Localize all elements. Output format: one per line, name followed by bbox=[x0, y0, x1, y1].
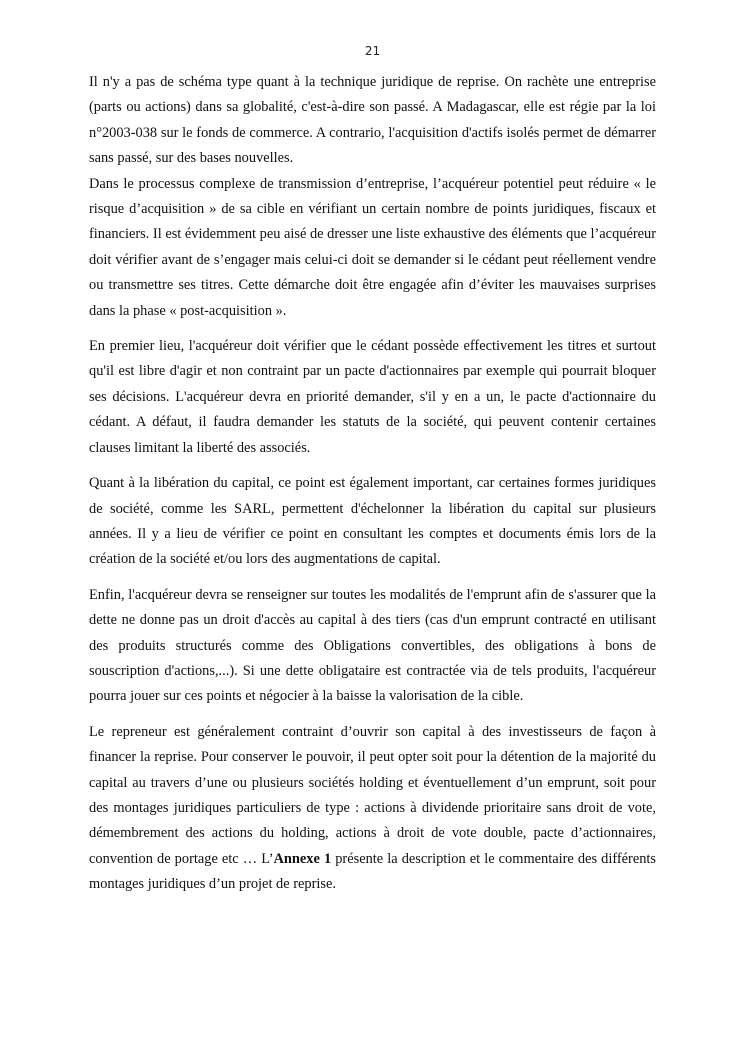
paragraph-processus-transmission: Dans le processus complexe de transmission d’entreprise, l’acquéreur potentiel peut réduire « le risque d’acquisition » de sa cible en vérifiant un certain nombre de points juridiques, fiscaux et financiers. Il est évidemment peu aisé de dresser une liste exhaustive des éléments que l’acquéreur doit vérifier avant de s’engager mais celui-ci doit se demander si le cédant peut réellement vendre ou transmettre ses titres. Cette démarche doit être engagée afin d’éviter les mauvaises surprises dans la phase « post-acquisition ». bbox=[89, 175, 657, 319]
paragraph-liberation-capital: Quant à la libération du capital, ce point est également important, car certaines formes juridiques de société, comme les SARL, permettent d'échelonner la libération du capital sur plusieurs années. Il y a lieu de vérifier ce point en consultant les comptes et documents émis lors de la création de la société et/ou lors des augmentations de capital. bbox=[89, 475, 656, 568]
paragraph-technique-reprise: Il n'y a pas de schéma type quant à la technique juridique de reprise. On rachète une entreprise (parts ou actions) dans sa globalité, c'est-à-dire son passé. A Madagascar, elle est régie par la loi n°2003-038 sur le fonds de commerce. A contrario, l'acquisition d'actifs isolés permet de démarrer sans passé, sur des bases nouvelles. bbox=[89, 74, 656, 167]
paragraph-repreneur-text: Le repreneur est généralement contraint d’ouvrir son capital à des investisseurs de façon à financer la reprise. Pour conserver le pouvoir, il peut opter soit pour la détention de la majorité du capital au travers d’une ou plusieurs sociétés holding et éventuellement d’un emprunt, soit pour des montages juridiques particuliers de type : actions à dividende prioritaire sans droit de vote, démembrement des actions du holding, actions à droit de vote double, pacte d’actionnaires, convention de portage etc … L’ bbox=[89, 723, 656, 867]
page-number: 21 bbox=[364, 44, 381, 58]
annex-reference: Annexe 1 bbox=[273, 850, 332, 867]
paragraph-emprunt: Enfin, l'acquéreur devra se renseigner sur toutes les modalités de l'emprunt afin de s'assurer que la dette ne donne pas un droit d'accès au capital à des tiers (cas d'un emprunt contracté en utilisant des produits structurés comme des Obligations convertibles, des obligations à bons de souscription d'actions,...). Si une dette obligataire est contractée via de tels produits, l'acquéreur pourra jouer sur ces points et négocier à la baisse la valorisation de la cible. bbox=[89, 586, 656, 705]
paragraph-repreneur-text-end: présente la description et le commentaire des différents montages juridiques d’un projet de reprise. bbox=[89, 850, 657, 893]
paragraph-premier-lieu: En premier lieu, l'acquéreur doit vérifier que le cédant possède effectivement les titres et surtout qu'il est libre d'agir et non contraint par un pacte d'actionnaires par exemple qui pourrait bloquer ses décisions. L'acquéreur devra en priorité demander, s'il y en a un, le pacte d'actionnaire du cédant. A défaut, il faudra demander les statuts de la société, qui peuvent contenir certaines clauses limitant la liberté des associés. bbox=[89, 338, 656, 456]
body-text bbox=[89, 70, 656, 898]
paragraph-repreneur bbox=[89, 720, 656, 898]
